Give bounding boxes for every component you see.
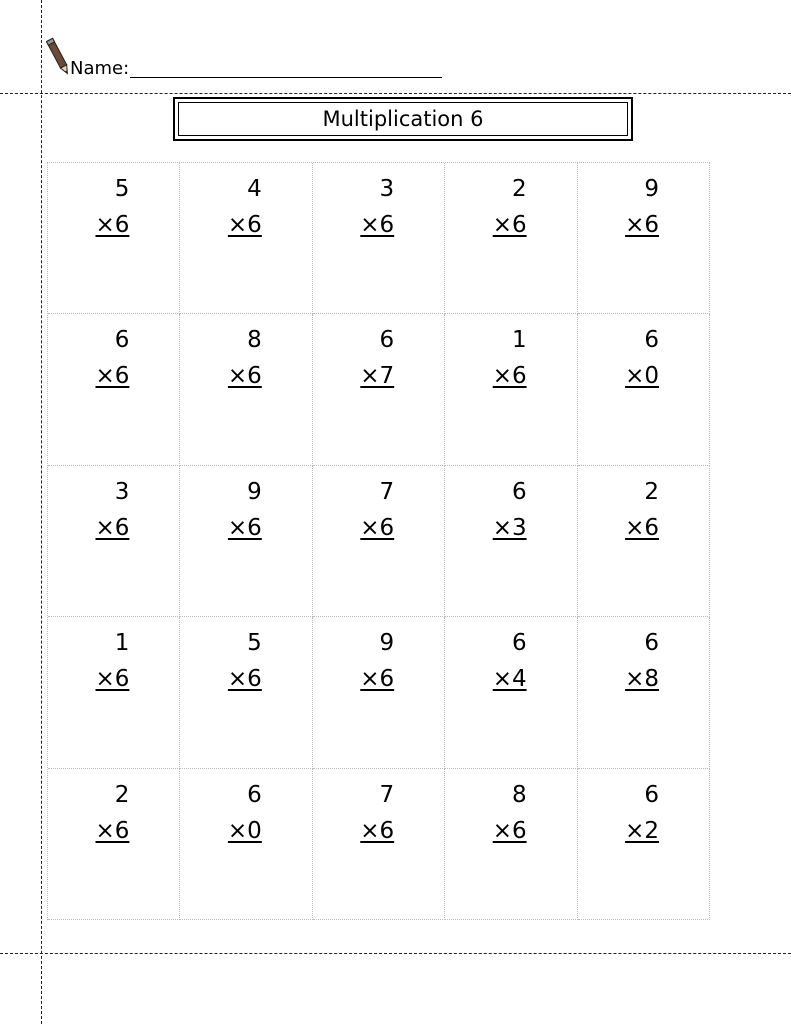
cut-line-bottom	[0, 953, 791, 954]
multiplication-problem	[625, 625, 659, 697]
problem-top-number: 2	[644, 478, 659, 505]
problem-multiplier: ×6	[227, 514, 262, 541]
problem-top-number: 3	[114, 478, 130, 505]
problem-cell	[180, 769, 312, 920]
multiplication-problem	[625, 474, 659, 546]
problem-cell	[445, 163, 577, 314]
problem-cell	[180, 314, 312, 465]
multiplication-problem	[228, 777, 262, 849]
name-area	[46, 34, 466, 84]
multiplication-problem	[493, 322, 527, 394]
problem-top-number: 9	[247, 478, 262, 505]
problem-multiplier: ×6	[492, 817, 527, 844]
multiplication-problem	[360, 777, 394, 849]
problem-cell	[48, 163, 180, 314]
title-box	[173, 97, 633, 141]
problem-cell	[313, 466, 445, 617]
problem-multiplier: ×6	[227, 666, 262, 693]
problem-top-number: 5	[114, 176, 130, 202]
multiplication-problem	[360, 322, 394, 394]
worksheet-title: Multiplication 6	[178, 102, 628, 136]
problem-multiplier: ×6	[95, 666, 130, 693]
problem-top-number: 9	[379, 630, 395, 657]
problem-cell	[445, 466, 577, 617]
multiplication-problem	[228, 625, 262, 697]
multiplication-problem	[95, 171, 129, 243]
problem-top-number: 6	[247, 781, 262, 808]
name-label: Name:	[70, 58, 130, 79]
problem-cell	[445, 769, 577, 920]
problem-multiplier: ×8	[625, 666, 659, 693]
multiplication-problem	[228, 171, 262, 243]
problem-cell	[180, 617, 312, 768]
multiplication-problem	[95, 474, 129, 546]
problem-top-number: 7	[379, 478, 395, 505]
problem-top-number: 1	[511, 327, 527, 354]
multiplication-problem	[360, 625, 394, 697]
name-writing-line[interactable]	[130, 77, 442, 78]
problem-top-number: 6	[379, 327, 395, 354]
problem-multiplier: ×0	[625, 363, 659, 390]
problem-top-number: 9	[644, 176, 659, 202]
multiplication-problem	[625, 171, 659, 243]
problem-cell	[445, 617, 577, 768]
problem-top-number: 6	[644, 630, 659, 657]
problem-multiplier: ×6	[95, 514, 130, 541]
problem-multiplier: ×6	[360, 817, 395, 844]
problem-top-number: 6	[644, 781, 659, 808]
problem-cell	[578, 163, 710, 314]
problem-top-number: 5	[247, 630, 262, 657]
problem-cell	[578, 769, 710, 920]
problem-multiplier: ×2	[625, 817, 659, 844]
problem-top-number: 6	[114, 327, 130, 354]
problem-multiplier: ×6	[360, 666, 395, 693]
problem-multiplier: ×6	[227, 212, 262, 238]
problem-multiplier: ×0	[227, 817, 262, 844]
problem-top-number: 8	[247, 327, 262, 354]
problem-multiplier: ×6	[227, 363, 262, 390]
problem-top-number: 7	[379, 781, 395, 808]
problem-cell	[578, 314, 710, 465]
multiplication-problem	[493, 777, 527, 849]
problem-top-number: 2	[114, 781, 130, 808]
problem-top-number: 6	[644, 327, 659, 354]
multiplication-problem	[493, 474, 527, 546]
problem-multiplier: ×6	[360, 212, 395, 238]
problem-top-number: 4	[247, 176, 262, 202]
problem-top-number: 1	[114, 630, 130, 657]
problem-cell	[578, 617, 710, 768]
problem-multiplier: ×7	[360, 363, 395, 390]
problem-multiplier: ×6	[95, 363, 130, 390]
multiplication-problem	[493, 171, 527, 243]
problem-top-number: 6	[511, 630, 527, 657]
problem-multiplier: ×6	[360, 514, 395, 541]
multiplication-problem	[228, 474, 262, 546]
problem-cell	[48, 617, 180, 768]
multiplication-problem	[95, 322, 129, 394]
problem-top-number: 3	[379, 176, 395, 202]
problem-top-number: 6	[511, 478, 527, 505]
problem-multiplier: ×6	[625, 514, 659, 541]
problem-multiplier: ×3	[492, 514, 527, 541]
problem-top-number: 8	[511, 781, 527, 808]
problem-multiplier: ×4	[492, 666, 527, 693]
problem-cell	[313, 617, 445, 768]
problem-multiplier: ×6	[492, 212, 527, 238]
multiplication-problem	[360, 474, 394, 546]
multiplication-problem	[228, 322, 262, 394]
problem-cell	[313, 769, 445, 920]
problem-cell	[48, 314, 180, 465]
multiplication-problem	[95, 625, 129, 697]
multiplication-problem	[493, 625, 527, 697]
margin-cut-line-vertical	[41, 0, 42, 1024]
problem-cell	[180, 163, 312, 314]
problem-cell	[445, 314, 577, 465]
problem-cell	[578, 466, 710, 617]
problem-multiplier: ×6	[492, 363, 527, 390]
problem-grid	[47, 162, 710, 920]
multiplication-problem	[360, 171, 394, 243]
multiplication-problem	[625, 777, 659, 849]
problem-cell	[48, 769, 180, 920]
problem-cell	[313, 163, 445, 314]
multiplication-problem	[625, 322, 659, 394]
problem-multiplier: ×6	[95, 212, 130, 238]
problem-cell	[313, 314, 445, 465]
multiplication-problem	[95, 777, 129, 849]
problem-multiplier: ×6	[95, 817, 130, 844]
cut-line-top	[0, 93, 791, 94]
problem-multiplier: ×6	[625, 212, 659, 238]
problem-cell	[48, 466, 180, 617]
pencil-icon	[46, 34, 70, 80]
problem-cell	[180, 466, 312, 617]
problem-top-number: 2	[511, 176, 527, 202]
